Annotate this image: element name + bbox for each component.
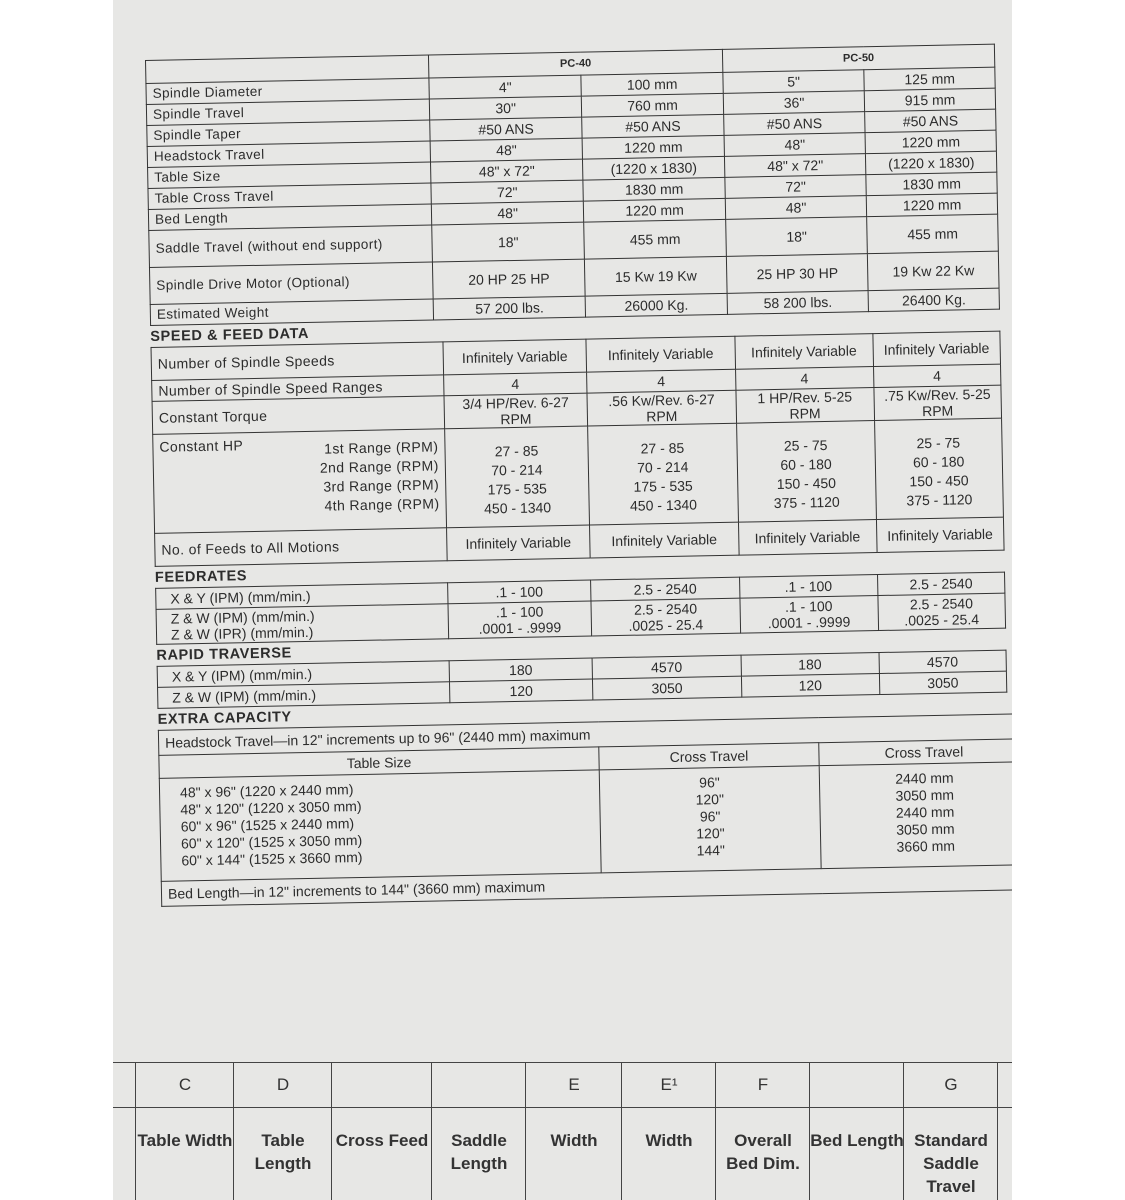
row-feed-zw: Z & W (IPM) (mm/min.) Z & W (IPR) (mm/min.) .1 - 100 .0001 - .9999 2.5 - 2540 .0025 - 25.4 .1 - 100 .0001 - .9999 2.5 - 2540 .0025 - 25.4: [156, 593, 1006, 644]
spec-value: 19 Kw 22 Kw: [868, 251, 999, 291]
spec-value: (1220 x 1830): [583, 156, 725, 180]
row-spindle-speeds: Number of Spindle Speeds Infinitely Variable Infinitely Variable Infinitely Variable Infinitely Variable: [151, 331, 1000, 380]
dimension-name: Table Length: [254, 1131, 312, 1173]
spec-value: 1220 mm: [865, 130, 996, 154]
spec-value: 48": [724, 133, 866, 157]
spec-value: 760 mm: [582, 93, 724, 117]
spec-value: 455 mm: [867, 214, 998, 254]
spec-value: 4": [429, 75, 582, 99]
dimension-column: [903, 1063, 998, 1200]
spec-value: 1830 mm: [583, 177, 725, 201]
spec-label: Spindle Travel: [146, 99, 429, 125]
col-cross-travel-in: Cross Travel: [599, 743, 819, 770]
spec-label: Spindle Taper: [147, 120, 430, 146]
spec-label: Spindle Diameter: [146, 78, 429, 104]
range-label: 2nd Range (RPM): [319, 457, 439, 476]
spec-value: #50 ANS: [582, 114, 724, 138]
dimension-name: Cross Feed: [335, 1131, 429, 1150]
col-cross-travel-mm: Cross Travel: [819, 739, 1012, 766]
spec-value: 1830 mm: [866, 172, 997, 196]
dimension-column: [525, 1063, 622, 1200]
headstock-note: Headstock Travel—in 12" increments up to 96" (2440 mm) maximum: [158, 714, 1012, 756]
row-speed-ranges: Number of Spindle Speed Ranges 4 4 4 4: [152, 364, 1001, 401]
extra-capacity-title: EXTRA CAPACITY: [157, 709, 292, 728]
spec-value: 26400 Kg.: [868, 288, 999, 312]
spec-value: 48": [431, 201, 584, 225]
dimension-column: [431, 1063, 526, 1200]
spec-value: 1220 mm: [584, 198, 726, 222]
spec-label: Saddle Travel (without end support): [149, 225, 433, 267]
dimension-column: [331, 1063, 432, 1200]
dimension-name: Table Width: [137, 1131, 233, 1150]
dimension-name: Standard Saddle Travel: [914, 1131, 988, 1196]
extra-body-row: 48" x 96" (1220 x 2440 mm) 48" x 120" (1220 x 3050 mm) 60" x 96" (1525 x 2440 mm) 60" x 120" (1525 x 3050 mm) 60" x 144" (1525 x 3660 mm) 96" 120" 96" 120" 144" 2440 mm 3050 mm 2440 mm 3050 mm 3660 mm: [159, 762, 1012, 882]
spec-value: 26000 Kg.: [585, 293, 727, 317]
spec-label: Spindle Drive Motor (Optional): [149, 262, 433, 304]
header-pc50: PC-50: [722, 44, 995, 72]
spec-value: 15 Kw 19 Kw: [585, 256, 727, 296]
spec-value: 18": [432, 222, 585, 262]
range-label: 3rd Range (RPM): [323, 476, 440, 495]
dimension-column-edge: [997, 1063, 1012, 1200]
spec-value: 30": [429, 96, 582, 120]
extra-capacity-table: [158, 713, 1012, 907]
row-rapid-xy: X & Y (IPM) (mm/min.) 180 4570 180 4570: [157, 650, 1006, 687]
spec-value: 48" x 72": [724, 154, 866, 178]
row-constant-torque: Constant Torque 3/4 HP/Rev. 6-27 RPM .56 Kw/Rev. 6-27 RPM 1 HP/Rev. 5-25 RPM .75 Kw/Rev. 5-25 RPM: [152, 385, 1001, 434]
spec-value: 20 HP 25 HP: [432, 259, 585, 299]
spec-value: #50 ANS: [724, 112, 866, 136]
spec-value: 1220 mm: [582, 135, 724, 159]
row-feed-xy: X & Y (IPM) (mm/min.) .1 - 100 2.5 - 2540 .1 - 100 2.5 - 2540: [156, 572, 1005, 609]
dimension-column: [715, 1063, 810, 1200]
row-constant-hp: Constant HP 1st Range (RPM) 2nd Range (RPM) 3rd Range (RPM) 4th Range (RPM) 27 - 85 70 - 214 175 - 535 450 - 1340 27 - 85 70 - 214 175 - 535 450 - 1340 25 - 75 60 - 180 150 - 450 375 - 1120 25 - 75 60 - 180 150 - 450 375 - 1120: [153, 418, 1004, 533]
header-pc40: PC-40: [428, 49, 722, 78]
col-table-size: Table Size: [159, 747, 599, 778]
range-label: 4th Range (RPM): [324, 495, 440, 514]
spec-value: 48": [725, 196, 867, 220]
spec-label: Bed Length: [148, 204, 431, 230]
dimension-column: [135, 1063, 234, 1200]
range-label: 1st Range (RPM): [324, 438, 439, 457]
constant-hp-label: Constant HP: [159, 437, 244, 455]
spec-value: #50 ANS: [430, 117, 583, 141]
dimension-name: Saddle Length: [450, 1131, 508, 1173]
spec-label: Estimated Weight: [150, 299, 433, 325]
spec-value: 25 HP 30 HP: [726, 254, 868, 294]
spec-value: (1220 x 1830): [866, 151, 997, 175]
spec-value: 125 mm: [864, 67, 995, 91]
spec-value: 72": [431, 180, 584, 204]
spec-value: 36": [723, 91, 865, 115]
speed-feed-table: [151, 331, 1005, 567]
dimension-name: Width: [550, 1131, 598, 1150]
spec-value: 48": [430, 138, 583, 162]
spec-value: 915 mm: [865, 88, 996, 112]
dimension-letter: G: [944, 1075, 958, 1094]
spec-sheet: [145, 44, 1011, 907]
dimension-letter: C: [178, 1075, 192, 1094]
spec-body: [146, 67, 999, 325]
dimension-column: [233, 1063, 332, 1200]
speed-feed-title: SPEED & FEED DATA: [150, 325, 310, 345]
spec-value: 57 200 lbs.: [433, 296, 586, 320]
spec-value: #50 ANS: [865, 109, 996, 133]
dimension-column: [621, 1063, 716, 1200]
spec-label: Headstock Travel: [147, 141, 430, 167]
feedrates-title: FEEDRATES: [154, 568, 248, 586]
dimension-letter: E: [568, 1075, 580, 1094]
dimension-column: [809, 1063, 904, 1200]
machine-spec-table: [145, 44, 1000, 326]
spec-value: 455 mm: [584, 219, 726, 259]
spec-label: Table Cross Travel: [148, 183, 431, 209]
dimension-table: [113, 1062, 1012, 1200]
dimension-letter: F: [757, 1075, 769, 1094]
document-page: [113, 0, 1012, 1200]
dimension-name: Bed Length: [810, 1131, 904, 1150]
spec-value: 1220 mm: [867, 193, 998, 217]
row-rapid-zw: Z & W (IPM) (mm/min.) 120 3050 120 3050: [158, 671, 1007, 708]
dimension-letter: E¹: [660, 1075, 678, 1094]
row-feeds-all-motions: No. of Feeds to All Motions Infinitely Variable Infinitely Variable Infinitely Variable Infinitely Variable: [155, 517, 1004, 566]
spec-value: 18": [726, 217, 868, 257]
spec-label: Table Size: [148, 162, 431, 188]
spec-value: 100 mm: [581, 72, 723, 96]
dimension-name: Overall Bed Dim.: [726, 1131, 800, 1173]
spec-value: 72": [725, 175, 867, 199]
spec-value: 58 200 lbs.: [727, 291, 869, 315]
dimension-name: Width: [645, 1131, 693, 1150]
spec-value: 48" x 72": [431, 159, 584, 183]
rapid-traverse-title: RAPID TRAVERSE: [156, 645, 293, 664]
spec-value: 5": [723, 70, 865, 94]
bed-length-note: Bed Length—in 12" increments to 144" (3660 mm) maximum: [161, 865, 1012, 907]
dimension-letter: D: [276, 1075, 290, 1094]
